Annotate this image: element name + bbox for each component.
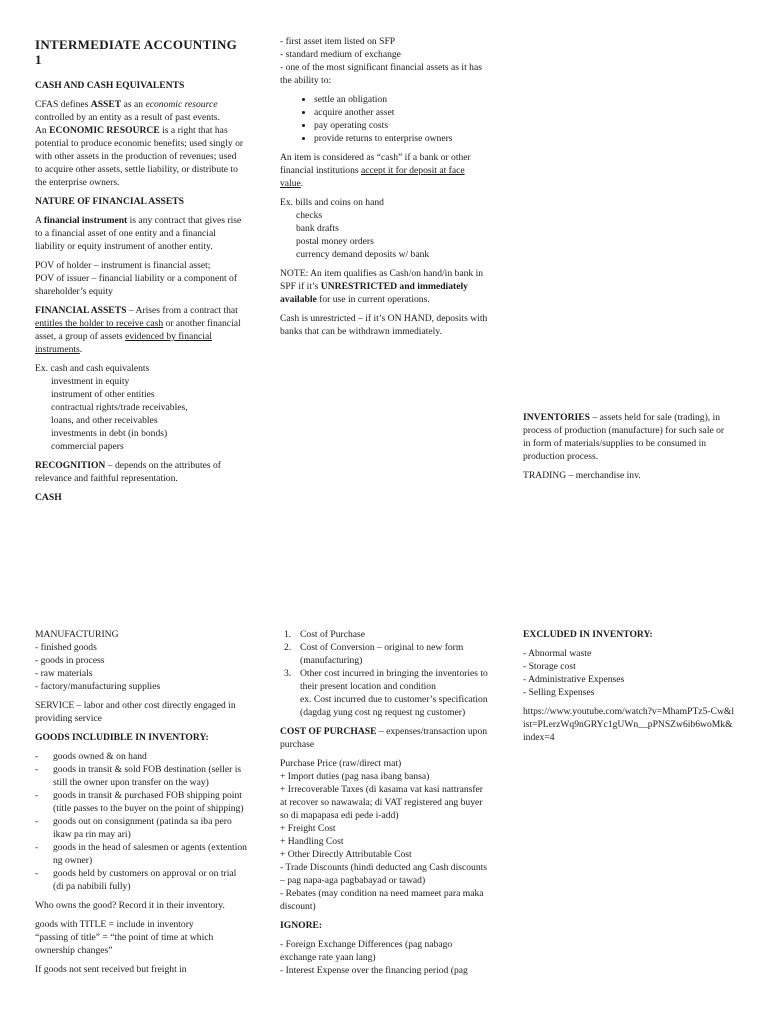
list-item: 3. Other cost incurred in bringing the inventories to their present location and condition ex. Cost incurred due to customer’s specification (dagdag yung cost ng request ng customer) <box>284 668 488 718</box>
list-item: - goods out on consignment (patinda sa iba pero ikaw pa rin may ari) <box>35 816 232 840</box>
list-item: • acquire another asset <box>314 106 490 119</box>
column-intro <box>35 37 245 510</box>
youtube-link[interactable]: https://www.youtube.com/watch?v=MhamPTz5-Cw&list=PLerzWq9nGRYc1gUWn__pPNSZw6ib6woMk&index=4 <box>523 706 735 743</box>
cash-line: - first asset item listed on SFP <box>280 36 396 47</box>
cash-abilities-list <box>280 93 490 145</box>
cost-of-purchase-definition: COST OF PURCHASE – expenses/transaction upon purchase <box>280 726 488 750</box>
cash-unrestricted: Cash is unrestricted – if it’s ON HAND, deposits with banks that can be withdrawn immediately. <box>280 313 488 337</box>
list-item: - goods owned & on hand <box>35 751 147 762</box>
column-inventories <box>523 411 733 488</box>
who-owns-note: Who owns the good? Record it in their inventory. <box>35 900 225 911</box>
includible-list <box>35 750 247 893</box>
list-item: • pay operating costs <box>314 119 490 132</box>
list-item: 1. Cost of Purchase <box>284 629 366 640</box>
manufacturing-label: MANUFACTURING <box>35 629 119 640</box>
heading-cash-equivalents: CASH AND CASH EQUIVALENTS <box>35 80 185 91</box>
column-manufacturing <box>35 628 247 982</box>
cash-criteria: An item is considered as “cash” if a bank or other financial institutions accept it for deposit at face value. <box>280 152 471 189</box>
financial-assets-examples: Ex. cash and cash equivalents investment in equity instrument of other entities contractual rights/trade receivables, loans, and other receivables investments in debt (in bonds) commercial papers <box>35 363 188 452</box>
cash-examples: Ex. bills and coins on hand checks bank drafts postal money orders currency demand deposits w/ bank <box>280 197 430 260</box>
cost-components-list <box>280 628 490 719</box>
list-item: - raw materials <box>35 668 93 679</box>
cfas-definition: CFAS defines ASSET as an economic resource controlled by an entity as a result of past events. An ECONOMIC RESOURCE is a right that has potential to produce economic benefits; used singly or with other assets in the production of revenues; used to acquire other assets, settle liability, or distribute to the enterprise owners. <box>35 99 244 188</box>
column-cash <box>280 35 490 344</box>
heading-nature-financial-assets: NATURE OF FINANCIAL ASSETS <box>35 196 185 207</box>
ignore-list: - Foreign Exchange Differences (pag nabago exchange rate yaan lang) - Interest Expense over the financing period (pag <box>280 939 468 976</box>
heading-ignore: IGNORE: <box>280 920 323 931</box>
list-item: - goods in transit & purchased FOB shipping point (title passes to the buyer on the point of shipping) <box>35 790 244 814</box>
list-item: - finished goods <box>35 642 97 653</box>
service-definition: SERVICE – labor and other cost directly engaged in providing service <box>35 700 236 724</box>
cash-line: - standard medium of exchange <box>280 49 401 60</box>
heading-cash: CASH <box>35 492 62 503</box>
list-item: • provide returns to enterprise owners <box>314 132 490 145</box>
list-item: 2. Cost of Conversion – original to new form (manufacturing) <box>284 642 464 666</box>
recognition-definition: RECOGNITION – depends on the attributes of relevance and faithful representation. <box>35 460 222 484</box>
inventories-definition: INVENTORIES – assets held for sale (trading), in process of production (manufacture) for such sale or in form of materials/supplies to be consumed in production process. <box>523 412 725 462</box>
financial-instrument-definition: A financial instrument is any contract that gives rise to a financial asset of one entity and a financial liability or equity instrument of another entity. <box>35 215 242 252</box>
excluded-list: - Abnormal waste - Storage cost - Administrative Expenses - Selling Expenses <box>523 648 625 698</box>
list-item: - goods in process <box>35 655 105 666</box>
cash-line: - one of the most significant financial assets as it has the ability to: <box>280 62 482 86</box>
column-cost-of-purchase <box>280 628 490 983</box>
cut-off-line: If goods not sent received but freight in <box>35 964 187 975</box>
title-note: goods with TITLE = include in inventory “passing of title” = “the point of time at which ownership changes” <box>35 919 214 956</box>
column-excluded <box>523 628 735 750</box>
heading-excluded-inventory: EXCLUDED IN INVENTORY: <box>523 629 653 640</box>
list-item: - goods held by customers on approval or on trial (di pa nabibili fully) <box>35 868 237 892</box>
list-item: - goods in transit & sold FOB destination (seller is still the owner upon transfer on the way) <box>35 764 242 788</box>
financial-assets-definition: FINANCIAL ASSETS – Arises from a contract that entitles the holder to receive cash or another financial asset, a group of assets evidenced by financial instruments. <box>35 305 241 355</box>
purchase-price-breakdown: Purchase Price (raw/direct mat) + Import duties (pag nasa ibang bansa) + Irrecoverable Taxes (di kasama vat kasi nattransfer at recover so nawawala; di VAT registered ang buyer so di mapapasa edi pede i-add) + Freight Cost + Handling Cost + Other Directly Attributable Cost - Trade Discounts (hindi deducted ang Cash discounts – pag napa-aga pagbabayad or tawad) - Rebates (may condition na need mameet para maka discount) <box>280 758 488 912</box>
page-title: INTERMEDIATE ACCOUNTING 1 <box>35 37 238 67</box>
trading-note: TRADING – merchandise inv. <box>523 470 641 481</box>
list-item: - goods in the head of salesmen or agents (extention ng owner) <box>35 842 247 866</box>
pov-note: POV of holder – instrument is financial asset; POV of issuer – financial liability or a component of shareholder’s equity <box>35 260 238 297</box>
heading-goods-includible: GOODS INCLUDIBLE IN INVENTORY: <box>35 732 209 743</box>
list-item: - factory/manufacturing supplies <box>35 681 161 692</box>
list-item: • settle an obligation <box>314 93 490 106</box>
cash-note: NOTE: An item qualifies as Cash/on hand/in bank in SPF if it’s UNRESTRICTED and immediately available for use in current operations. <box>280 268 484 305</box>
